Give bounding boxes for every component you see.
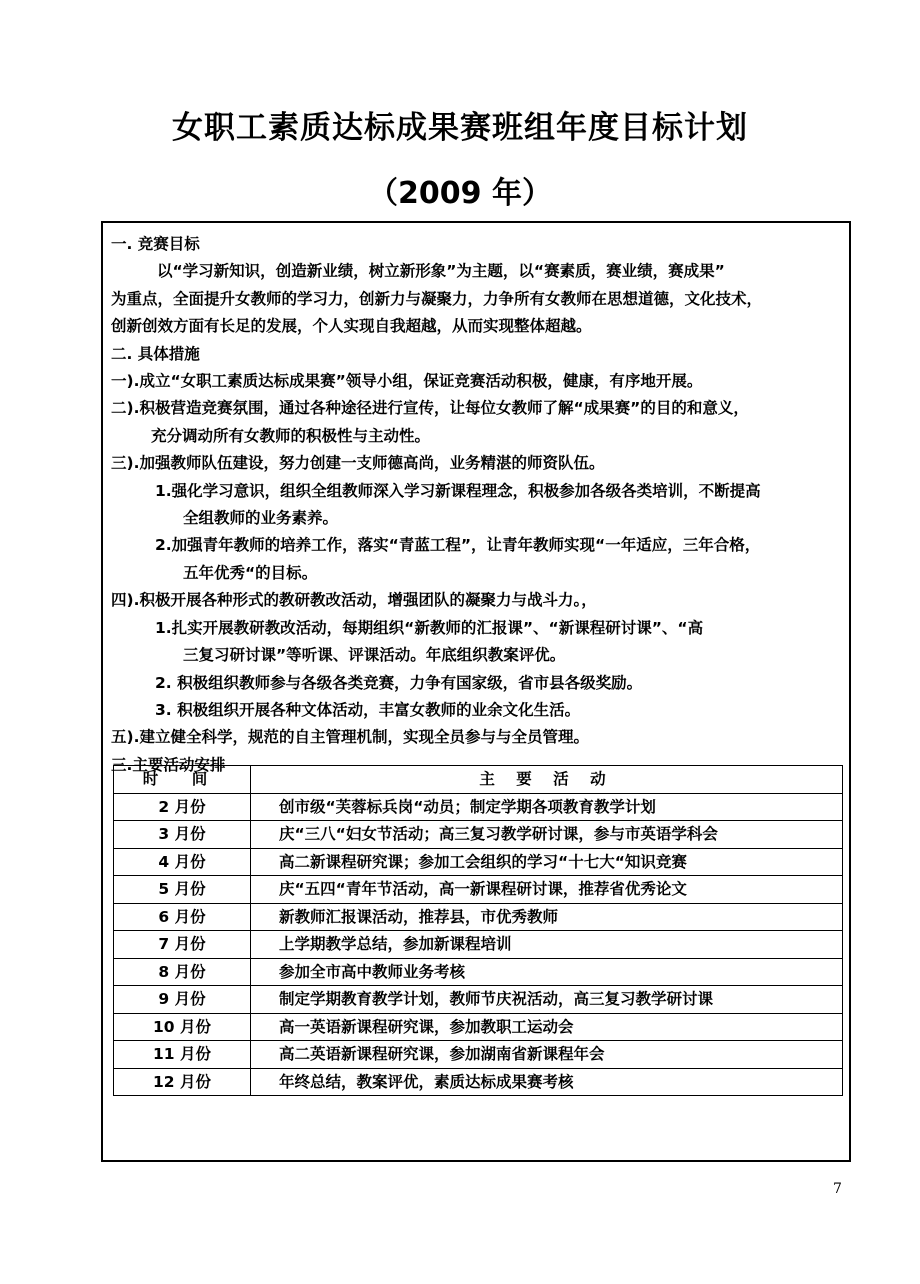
activity-cell: 制定学期教育教学计划，教师节庆祝活动，高三复习教学研讨课 bbox=[251, 986, 843, 1014]
month-cell: 6 月份 bbox=[114, 903, 251, 931]
activity-cell: 庆“五四“青年节活动，高一新课程研讨课，推荐省优秀论文 bbox=[251, 876, 843, 904]
table-row bbox=[114, 821, 843, 849]
goal-heading: 一. 竞赛目标 bbox=[111, 235, 200, 253]
month-cell: 9 月份 bbox=[114, 986, 251, 1014]
measure-4-1-line-2: 三复习研讨课”等听课、评课活动。年底组织教案评优。 bbox=[183, 646, 566, 665]
activity-cell: 高二新课程研究课；参加工会组织的学习“十七大“知识竞赛 bbox=[251, 848, 843, 876]
schedule-heading: 三.主要活动安排 bbox=[111, 755, 226, 774]
measure-4: 四).积极开展各种形式的教研教改活动，增强团队的凝聚力与战斗力。， bbox=[111, 591, 597, 610]
header-activity: 主 要 活 动 bbox=[251, 766, 843, 794]
month-cell: 4 月份 bbox=[114, 848, 251, 876]
goal-line-2: 为重点，全面提升女教师的学习力，创新力与凝聚力，力争所有女教师在思想道德，文化技术， bbox=[111, 289, 763, 308]
measure-4-2: 2. 积极组织教师参与各级各类竞赛，力争有国家级，省市县各级奖励。 bbox=[155, 673, 643, 692]
table-row bbox=[114, 876, 843, 904]
table-header-row bbox=[114, 766, 843, 794]
month-cell: 3 月份 bbox=[114, 821, 251, 849]
activity-cell: 上学期教学总结，参加新课程培训 bbox=[251, 931, 843, 959]
measure-4-1-line-1: 1.扎实开展教研教改活动，每期组织“新教师的汇报课”、“新课程研讨课”、“高 bbox=[155, 618, 704, 637]
table-row bbox=[114, 1041, 843, 1069]
table-row bbox=[114, 903, 843, 931]
activity-cell: 庆“三八“妇女节活动；高三复习教学研讨课，参与市英语学科会 bbox=[251, 821, 843, 849]
activity-schedule-table bbox=[113, 765, 843, 1096]
measure-2-line-2: 充分调动所有女教师的积极性与主动性。 bbox=[151, 426, 431, 445]
measure-5: 五).建立健全科学，规范的自主管理机制，实现全员参与与全员管理。 bbox=[111, 728, 589, 747]
content-frame bbox=[101, 221, 851, 1162]
activity-cell: 高二英语新课程研究课，参加湖南省新课程年会 bbox=[251, 1041, 843, 1069]
month-cell: 5 月份 bbox=[114, 876, 251, 904]
month-cell: 8 月份 bbox=[114, 958, 251, 986]
month-cell: 12 月份 bbox=[114, 1068, 251, 1096]
document-subtitle: （2009 年） bbox=[368, 176, 552, 211]
measure-3: 三).加强教师队伍建设，努力创建一支师德高尚，业务精湛的师资队伍。 bbox=[111, 454, 605, 473]
activity-cell: 参加全市高中教师业务考核 bbox=[251, 958, 843, 986]
measure-3-2-line-1: 2.加强青年教师的培养工作，落实“青蓝工程”，让青年教师实现“一年适应，三年合格， bbox=[155, 536, 761, 555]
activity-cell: 新教师汇报课活动，推荐县，市优秀教师 bbox=[251, 903, 843, 931]
measure-3-1-line-1: 1.强化学习意识，组织全组教师深入学习新课程理念，积极参加各级各类培训，不断提高 bbox=[155, 481, 761, 500]
table-row bbox=[114, 958, 843, 986]
activity-cell: 年终总结，教案评优，素质达标成果赛考核 bbox=[251, 1068, 843, 1096]
table-row bbox=[114, 793, 843, 821]
activity-cell: 创市级“芙蓉标兵岗“动员；制定学期各项教育教学计划 bbox=[251, 793, 843, 821]
month-cell: 2 月份 bbox=[114, 793, 251, 821]
page-number: 7 bbox=[833, 1181, 842, 1197]
measure-3-1-line-2: 全组教师的业务素养。 bbox=[183, 509, 339, 528]
table-row bbox=[114, 986, 843, 1014]
month-cell: 10 月份 bbox=[114, 1013, 251, 1041]
goal-line-1: 以“学习新知识，创造新业绩，树立新形象”为主题，以“赛素质，赛业绩，赛成果” bbox=[157, 262, 725, 281]
month-cell: 7 月份 bbox=[114, 931, 251, 959]
table-row bbox=[114, 1068, 843, 1096]
measure-4-3: 3. 积极组织开展各种文体活动，丰富女教师的业余文化生活。 bbox=[155, 700, 581, 719]
measure-1: 一).成立“女职工素质达标成果赛”领导小组，保证竞赛活动积极，健康，有序地开展。 bbox=[111, 372, 703, 391]
document-title: 女职工素质达标成果赛班组年度目标计划 bbox=[172, 110, 748, 146]
measure-2-line-1: 二).积极营造竞赛氛围，通过各种途径进行宣传，让每位女教师了解“成果赛”的目的和意义， bbox=[111, 399, 749, 418]
measure-3-2-line-2: 五年优秀“的目标。 bbox=[183, 563, 318, 582]
plan-body bbox=[111, 231, 843, 779]
table-row bbox=[114, 931, 843, 959]
measures-heading: 二. 具体措施 bbox=[111, 344, 200, 363]
table-row bbox=[114, 848, 843, 876]
goal-line-3: 创新创效方面有长足的发展，个人实现自我超越，从而实现整体超越。 bbox=[111, 317, 592, 336]
month-cell: 11 月份 bbox=[114, 1041, 251, 1069]
activity-cell: 高一英语新课程研究课，参加教职工运动会 bbox=[251, 1013, 843, 1041]
header-time: 时 间 bbox=[114, 766, 251, 794]
table-row bbox=[114, 1013, 843, 1041]
